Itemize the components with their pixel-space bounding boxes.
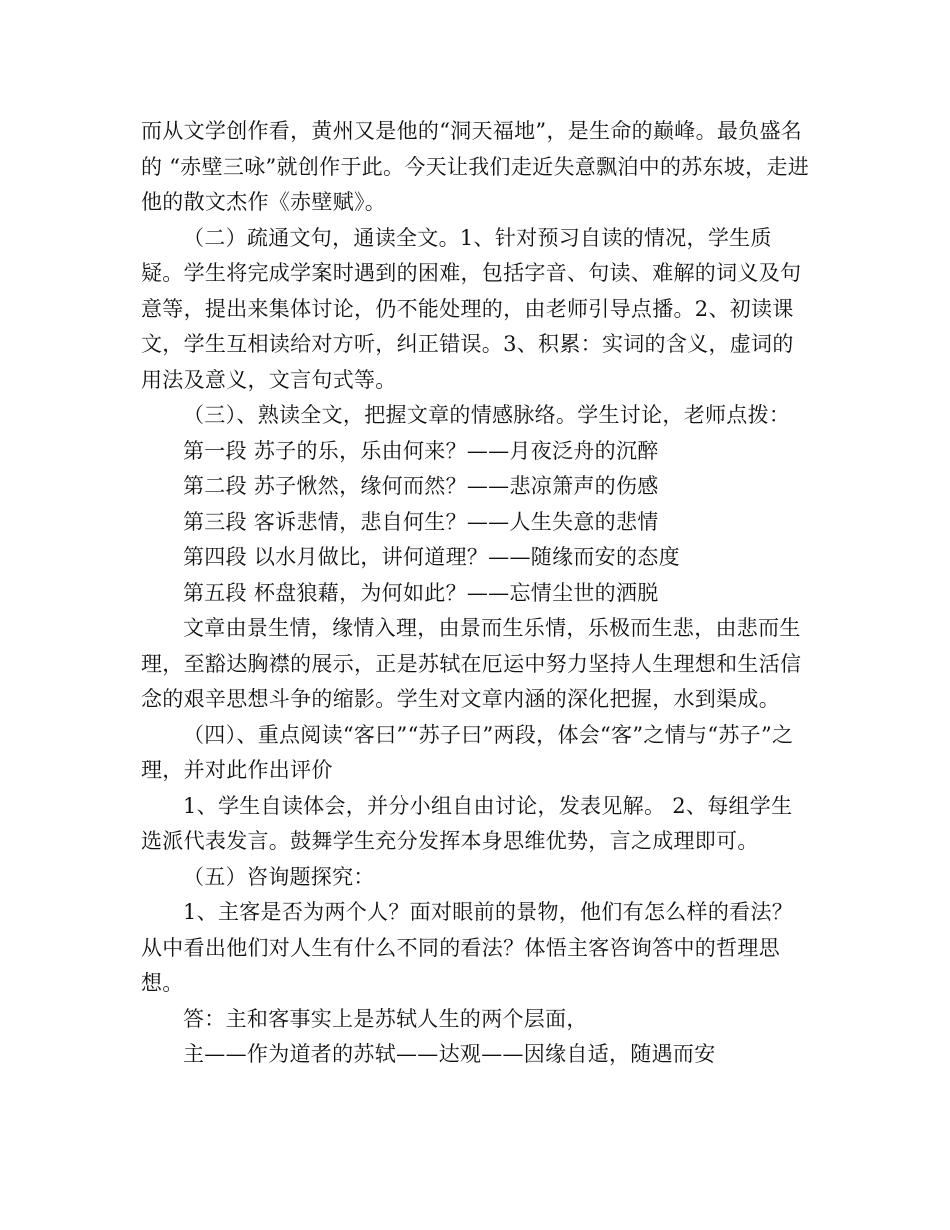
paragraph-question-1: 1、主客是否为两个人？面对眼前的景物，他们有怎么样的看法？从中看出他们对人生有什么不同的看法？体悟主客咨询答中的哲理思想。 (141, 900, 794, 995)
paragraph-section-4-steps: 1、学生自读体会，并分小组自由讨论，发表见解。 2、每组学生选派代表发言。鼓舞学生充分发挥本身思维优势，言之成理即可。 (141, 793, 793, 853)
paragraph-intro: 而从文学创作看，黄州又是他的“洞天福地”，是生命的巅峰。最负盛名的 “赤壁三咏”就创作于此。今天让我们走近失意飘泊中的苏东坡，走进他的散文杰作《赤壁赋》。 (141, 119, 810, 214)
paragraph-section-4-heading: （四）、重点阅读“客曰”“苏子曰”两段，体会“客”之情与“苏子”之理，并对此作出评价 (141, 722, 794, 782)
paragraph-section-5-heading: （五）咨询题探究： (183, 864, 375, 889)
paragraph-answer: 答：主和客事实上是苏轼人生的两个层面， (183, 1006, 588, 1031)
paragraph-stanza-5: 第五段 杯盘狼藉，为何如此？——忘情尘世的洒脱 (183, 580, 659, 605)
paragraph-stanza-3: 第三段 客诉悲情，悲自何生？——人生失意的悲情 (183, 509, 659, 534)
paragraph-answer-host: 主——作为道者的苏轼——达观——因缘自适，随遇而安 (183, 1042, 716, 1066)
paragraph-stanza-4: 第四段 以水月做比，讲何道理？——随缘而安的态度 (183, 545, 680, 569)
paragraph-summary: 文章由景生情，缘情入理，由景而生乐情，乐极而生悲，由悲而生理，至豁达胸襟的展示，正是苏轼在厄运中努力坚持人生理想和生活信念的艰辛思想斗争的缩影。学生对文章内涵的深化把握，水到渠成。 (141, 616, 802, 711)
paragraph-stanza-2: 第二段 苏子愀然，缘何而然？——悲凉箫声的伤感 (183, 474, 659, 498)
paragraph-section-2: （二）疏通文句，通读全文。1、针对预习自读的情况，学生质疑。学生将完成学案时遇到的困难，包括字音、句读、难解的词义及句意等，提出来集体讨论，仍不能处理的，由老师引导点播。2、初读课文，学生互相读给对方听，纠正错误。3、积累：实词的含义，虚词的用法及意义，文言句式等。 (141, 225, 802, 392)
document-body (141, 114, 811, 1073)
paragraph-stanza-1: 第一段 苏子的乐，乐由何来？——月夜泛舟的沉醉 (183, 438, 659, 463)
paragraph-section-3-heading: （三）、熟读全文，把握文章的情感脉络。学生讨论，老师点拨： (183, 403, 791, 427)
